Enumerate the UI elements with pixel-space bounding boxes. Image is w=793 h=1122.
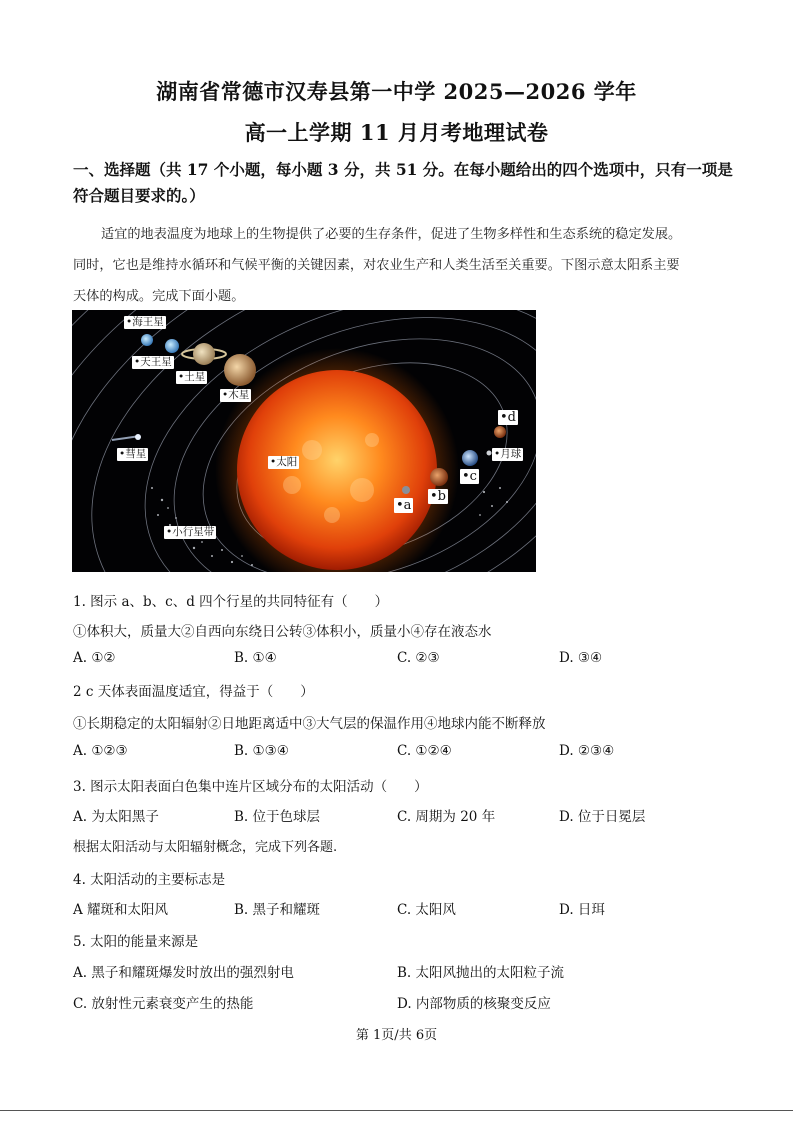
label-neptune: •海王星 xyxy=(126,316,164,328)
question-5-option-c: C. 放射性元素衰变产生的热能 xyxy=(73,996,254,1012)
question-1-option-a: A. ①② xyxy=(73,650,116,666)
question-5-option-b: B. 太阳风抛出的太阳粒子流 xyxy=(397,965,565,981)
question-3-option-c: C. 周期为 20 年 xyxy=(397,809,496,825)
solar-system-illustration xyxy=(72,310,536,572)
exam-title-line1: 湖南省常德市汉寿县第一中学 2025—2026 学年 xyxy=(156,79,637,104)
question-4-stem: 4. 太阳活动的主要标志是 xyxy=(73,872,226,888)
section-heading: 一、选择题（共 17 个小题，每小题 3 分，共 51 分。在每小题给出的四个选项中，只有一项是符合题目要求的。） xyxy=(73,160,733,205)
question-1-items: ①体积大，质量大②自西向东绕日公转③体积小，质量小④存在液态水 xyxy=(73,624,492,640)
question-2-stem: 2 c 天体表面温度适宜，得益于（ ） xyxy=(73,684,314,700)
label-saturn: •土星 xyxy=(178,371,206,383)
saturn-planet xyxy=(193,343,215,365)
sun xyxy=(237,370,437,570)
label-asteroid-belt: •小行星带 xyxy=(166,526,215,538)
question-2-option-b: B. ①③④ xyxy=(234,743,289,759)
label-a: •a xyxy=(396,498,412,513)
planet-d xyxy=(494,426,506,438)
question-5-option-d: D. 内部物质的核聚变反应 xyxy=(397,996,551,1012)
question-4-option-c: C. 太阳风 xyxy=(397,902,456,918)
label-b: •b xyxy=(430,489,446,504)
question-1-stem: 1. 图示 a、b、c、d 四个行星的共同特征有（ ） xyxy=(73,594,389,610)
moon-body xyxy=(487,451,492,456)
intro-line-3: 天体的构成。完成下面小题。 xyxy=(73,289,245,304)
intro-line-1: 适宜的地表温度为地球上的生物提供了必要的生存条件，促进了生物多样性和生态系统的稳定发展。 xyxy=(101,227,682,242)
question-1-option-c: C. ②③ xyxy=(397,650,440,666)
question-2-option-d: D. ②③④ xyxy=(559,743,615,759)
label-moon: •月球 xyxy=(494,448,522,460)
question-3-stem: 3. 图示太阳表面白色集中连片区域分布的太阳活动（ ） xyxy=(73,779,428,795)
solar-system-figure xyxy=(72,310,536,572)
label-sun: •太阳 xyxy=(270,456,298,468)
label-comet: •彗星 xyxy=(119,448,147,460)
jupiter-planet xyxy=(224,354,256,386)
label-c: •c xyxy=(462,469,477,484)
question-5-option-a: A. 黑子和耀斑爆发时放出的强烈射电 xyxy=(73,965,294,981)
question-3-option-b: B. 位于色球层 xyxy=(234,809,321,825)
comet-head xyxy=(135,434,141,440)
page-footer: 第 1页/共 6页 xyxy=(355,1028,438,1043)
neptune-planet xyxy=(141,334,153,346)
question-5-stem: 5. 太阳的能量来源是 xyxy=(73,934,199,950)
question-2-option-a: A. ①②③ xyxy=(73,743,128,759)
question-2-option-c: C. ①②④ xyxy=(397,743,452,759)
exam-title-line2: 高一上学期 11 月月考地理试卷 xyxy=(244,120,549,145)
intro-2: 根据太阳活动与太阳辐射概念，完成下列各题. xyxy=(73,840,338,855)
question-4-option-b: B. 黑子和耀斑 xyxy=(234,902,321,918)
uranus-planet xyxy=(165,339,179,353)
label-d: •d xyxy=(500,410,516,425)
bottom-divider xyxy=(0,1110,793,1111)
question-1-option-d: D. ③④ xyxy=(559,650,603,666)
label-jupiter: •木星 xyxy=(222,389,250,401)
question-2-items: ①长期稳定的太阳辐射②日地距离适中③大气层的保温作用④地球内能不断释放 xyxy=(73,716,546,732)
planet-c xyxy=(462,450,478,466)
planet-a xyxy=(402,486,410,494)
label-uranus: •天王星 xyxy=(134,356,172,368)
question-4-option-a: A 耀斑和太阳风 xyxy=(73,902,169,918)
question-3-option-a: A. 为太阳黑子 xyxy=(73,809,159,825)
question-4-option-d: D. 日珥 xyxy=(559,902,605,918)
question-1-option-b: B. ①④ xyxy=(234,650,277,666)
question-3-option-d: D. 位于日冕层 xyxy=(559,809,646,825)
planet-b xyxy=(430,468,448,486)
intro-line-2: 同时，它也是维持水循环和气候平衡的关键因素，对农业生产和人类生活至关重要。下图示意太阳系主要 xyxy=(73,258,680,273)
